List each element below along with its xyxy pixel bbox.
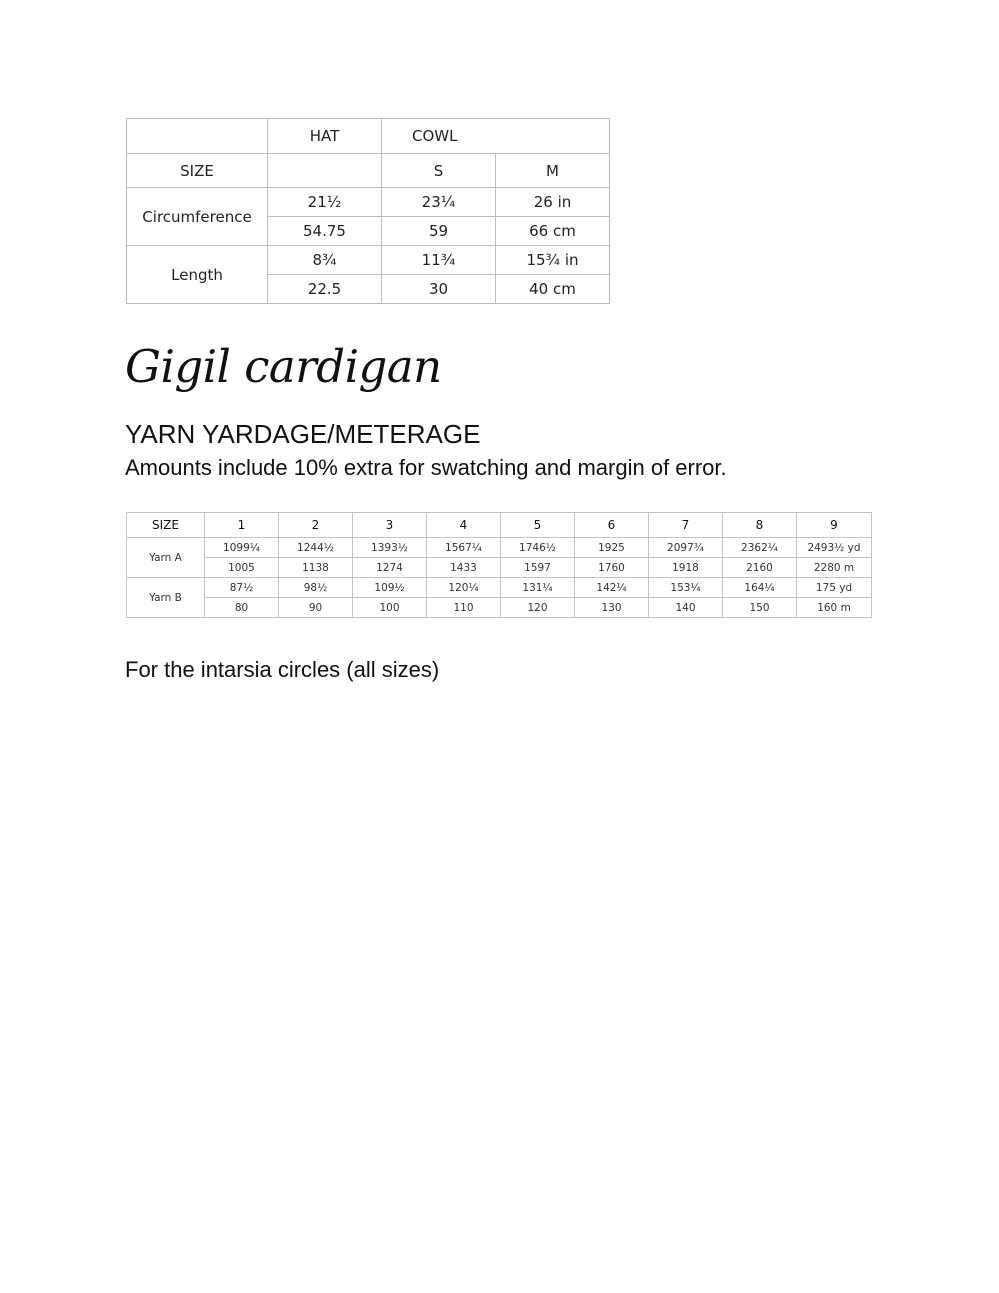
cowl-size-s: S <box>382 154 496 188</box>
size-table-header-row <box>127 119 610 154</box>
table-cell: 131¼ <box>501 578 575 598</box>
table-cell: 100 <box>353 598 427 618</box>
table-cell: 1005 <box>205 558 279 578</box>
cowl-header: COWL <box>382 119 610 154</box>
table-cell: 87½ <box>205 578 279 598</box>
hat-header: HAT <box>268 119 382 154</box>
table-cell: 1393½ <box>353 538 427 558</box>
yarn-size-label: SIZE <box>127 513 205 538</box>
table-cell: 23¼ <box>382 188 496 217</box>
size-header: 4 <box>427 513 501 538</box>
table-cell: 1925 <box>575 538 649 558</box>
table-cell: 1760 <box>575 558 649 578</box>
table-cell: 2160 <box>723 558 797 578</box>
table-cell: 98½ <box>279 578 353 598</box>
yardage-note: Amounts include 10% extra for swatching and margin of error. <box>125 455 727 480</box>
yarn-b-m-row <box>127 598 872 618</box>
table-cell: 2362¼ <box>723 538 797 558</box>
table-cell: 1746½ <box>501 538 575 558</box>
table-cell: 8¾ <box>268 246 382 275</box>
table-cell: 2280 m <box>797 558 872 578</box>
length-in-row <box>127 246 610 275</box>
table-cell: 59 <box>382 217 496 246</box>
table-cell: 22.5 <box>268 275 382 304</box>
table-cell: 1567¼ <box>427 538 501 558</box>
yarn-a-label: Yarn A <box>127 538 205 578</box>
size-header: 7 <box>649 513 723 538</box>
yarn-table-header-row <box>127 513 872 538</box>
table-cell: 11¾ <box>382 246 496 275</box>
table-cell: 140 <box>649 598 723 618</box>
table-cell: 1274 <box>353 558 427 578</box>
length-label: Length <box>127 246 268 304</box>
table-cell: 150 <box>723 598 797 618</box>
table-cell: 30 <box>382 275 496 304</box>
table-cell: 1918 <box>649 558 723 578</box>
table-cell: 109½ <box>353 578 427 598</box>
table-cell: 164¼ <box>723 578 797 598</box>
table-cell: 1433 <box>427 558 501 578</box>
table-cell: 120 <box>501 598 575 618</box>
size-label: SIZE <box>127 154 268 188</box>
yarn-a-m-row <box>127 558 872 578</box>
circumference-label: Circumference <box>127 188 268 246</box>
table-cell: 54.75 <box>268 217 382 246</box>
table-cell: 175 yd <box>797 578 872 598</box>
yarn-b-yd-row <box>127 578 872 598</box>
table-cell: 2097¾ <box>649 538 723 558</box>
table-cell: 110 <box>427 598 501 618</box>
pattern-title: Gigil cardigan <box>125 340 442 393</box>
hat-size-cell <box>268 154 382 188</box>
table-cell: 142¼ <box>575 578 649 598</box>
yarn-yardage-heading: YARN YARDAGE/METERAGE <box>125 419 481 449</box>
size-header: 8 <box>723 513 797 538</box>
size-header: 9 <box>797 513 872 538</box>
table-cell: 66 cm <box>496 217 610 246</box>
hat-cowl-size-table <box>126 118 610 304</box>
yarn-b-label: Yarn B <box>127 578 205 618</box>
yarn-yardage-table <box>126 512 872 618</box>
table-cell: 1597 <box>501 558 575 578</box>
size-header: 2 <box>279 513 353 538</box>
size-header: 1 <box>205 513 279 538</box>
size-row <box>127 154 610 188</box>
table-cell: 1244½ <box>279 538 353 558</box>
cowl-size-m: M <box>496 154 610 188</box>
table-cell: 120¼ <box>427 578 501 598</box>
size-header: 3 <box>353 513 427 538</box>
table-cell: 1099¼ <box>205 538 279 558</box>
table-cell: 80 <box>205 598 279 618</box>
size-header: 5 <box>501 513 575 538</box>
table-cell: 153¼ <box>649 578 723 598</box>
table-cell: 160 m <box>797 598 872 618</box>
table-cell: 1138 <box>279 558 353 578</box>
table-cell: 130 <box>575 598 649 618</box>
size-table-corner-cell <box>127 119 268 154</box>
table-cell: 2493½ yd <box>797 538 872 558</box>
table-cell: 21½ <box>268 188 382 217</box>
size-header: 6 <box>575 513 649 538</box>
table-cell: 40 cm <box>496 275 610 304</box>
yarn-a-yd-row <box>127 538 872 558</box>
table-cell: 15¾ in <box>496 246 610 275</box>
table-cell: 90 <box>279 598 353 618</box>
table-cell: 26 in <box>496 188 610 217</box>
circumference-in-row <box>127 188 610 217</box>
intarsia-heading: For the intarsia circles (all sizes) <box>125 657 440 682</box>
